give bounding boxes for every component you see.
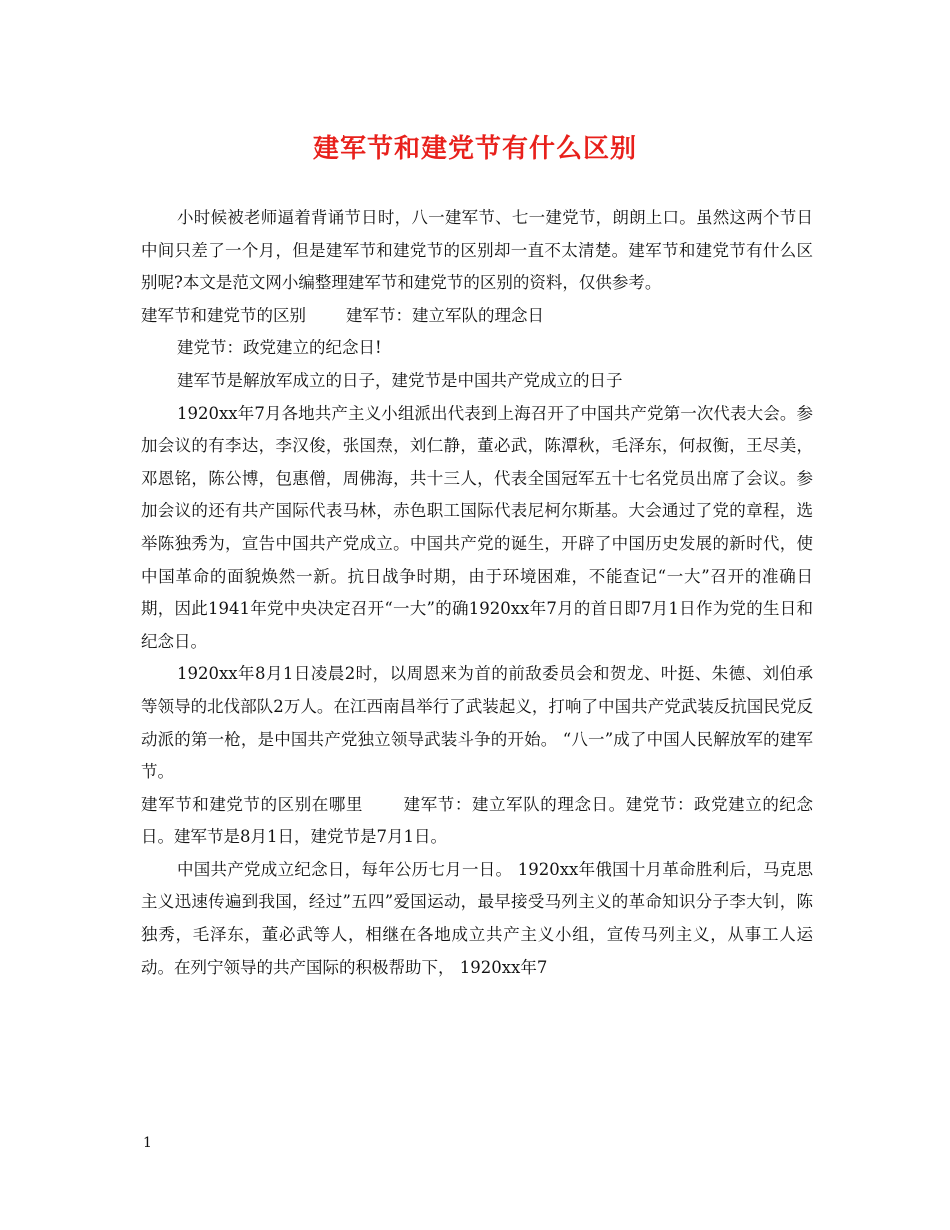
document-body: [141, 202, 813, 984]
founding-days-line: 建军节是解放军成立的日子，建党节是中国共产党成立的日子: [177, 370, 623, 390]
section-line-differences: [141, 300, 813, 333]
first-congress-paragraph: 1920xx年7月各地共产主义小组派出代表到上海召开了中国共产党第一次代表大会。参加会议的有李达，李汉俊，张国焘，刘仁静，董必武，陈潭秋，毛泽东，何叔衡，王尽美，邓恩铭，陈公博，包惠僧，周佛海，共十三人，代表全国冠军五十七名党员出席了会议。参加会议的还有共产国际代表马林，赤色职工国际代表尼柯尔斯基。大会通过了党的章程，选举陈独秀为，宣告中国共产党成立。中国共产党的诞生，开辟了中国历史发展的新时代，使中国革命的面貌焕然一新。抗日战争时期，由于环境困难，不能查记“一大”召开的准确日期，因此1941年党中央决定召开“一大”的确1920xx年7月的首日即7月1日作为党的生日和纪念日。: [141, 403, 813, 651]
party-day-line: 建党节：政党建立的纪念日!: [177, 338, 382, 358]
section-heading: 建军节和建党节的区别在哪里: [141, 794, 364, 814]
party-anniversary-paragraph: 中国共产党成立纪念日，每年公历七月一日。 1920xx年俄国十月革命胜利后，马克思主义迅速传遍到我国，经过”五四”爱国运动，最早接受马列主义的革命知识分子李大钊，陈独秀，毛泽东，董必武等人，相继在各地成立共产主义小组，宣传马列主义，从事工人运动。在列宁领导的共产国际的积极帮助下， 1920xx年7: [141, 859, 813, 977]
document-title: 建军节和建党节有什么区别: [312, 134, 637, 164]
intro-paragraph: 小时候被老师逼着背诵节日时，八一建军节、七一建党节，朗朗上口。虽然这两个节日中间只差了一个月，但是建军节和建党节的区别却一直不太清楚。建军节和建党节有什么区别呢?本文是范文网小编整理建军节和建党节的区别的资料，仅供参考。: [141, 208, 813, 293]
section-line-where-different: [141, 789, 813, 854]
section-heading: 建军节和建党节的区别: [141, 305, 306, 325]
page-number: 1: [143, 1135, 152, 1151]
section-text: 建军节：建立军队的理念日: [346, 305, 544, 325]
nanchang-uprising-paragraph: 1920xx年8月1日凌晨2时，以周恩来为首的前敌委员会和贺龙、叶挺、朱德、刘伯承等领导的北伐部队2万人。在江西南昌举行了武装起义，打响了中国共产党武装反抗国民党反动派的第一枪，是中国共产党独立领导武装斗争的开始。 “八一”成了中国人民解放军的建军节。: [141, 664, 813, 782]
section-text: 建军节：建立军队的理念日。建党节：政党建立的纪念日。建军节是8月1日，建党节是7月1日。: [141, 794, 814, 847]
